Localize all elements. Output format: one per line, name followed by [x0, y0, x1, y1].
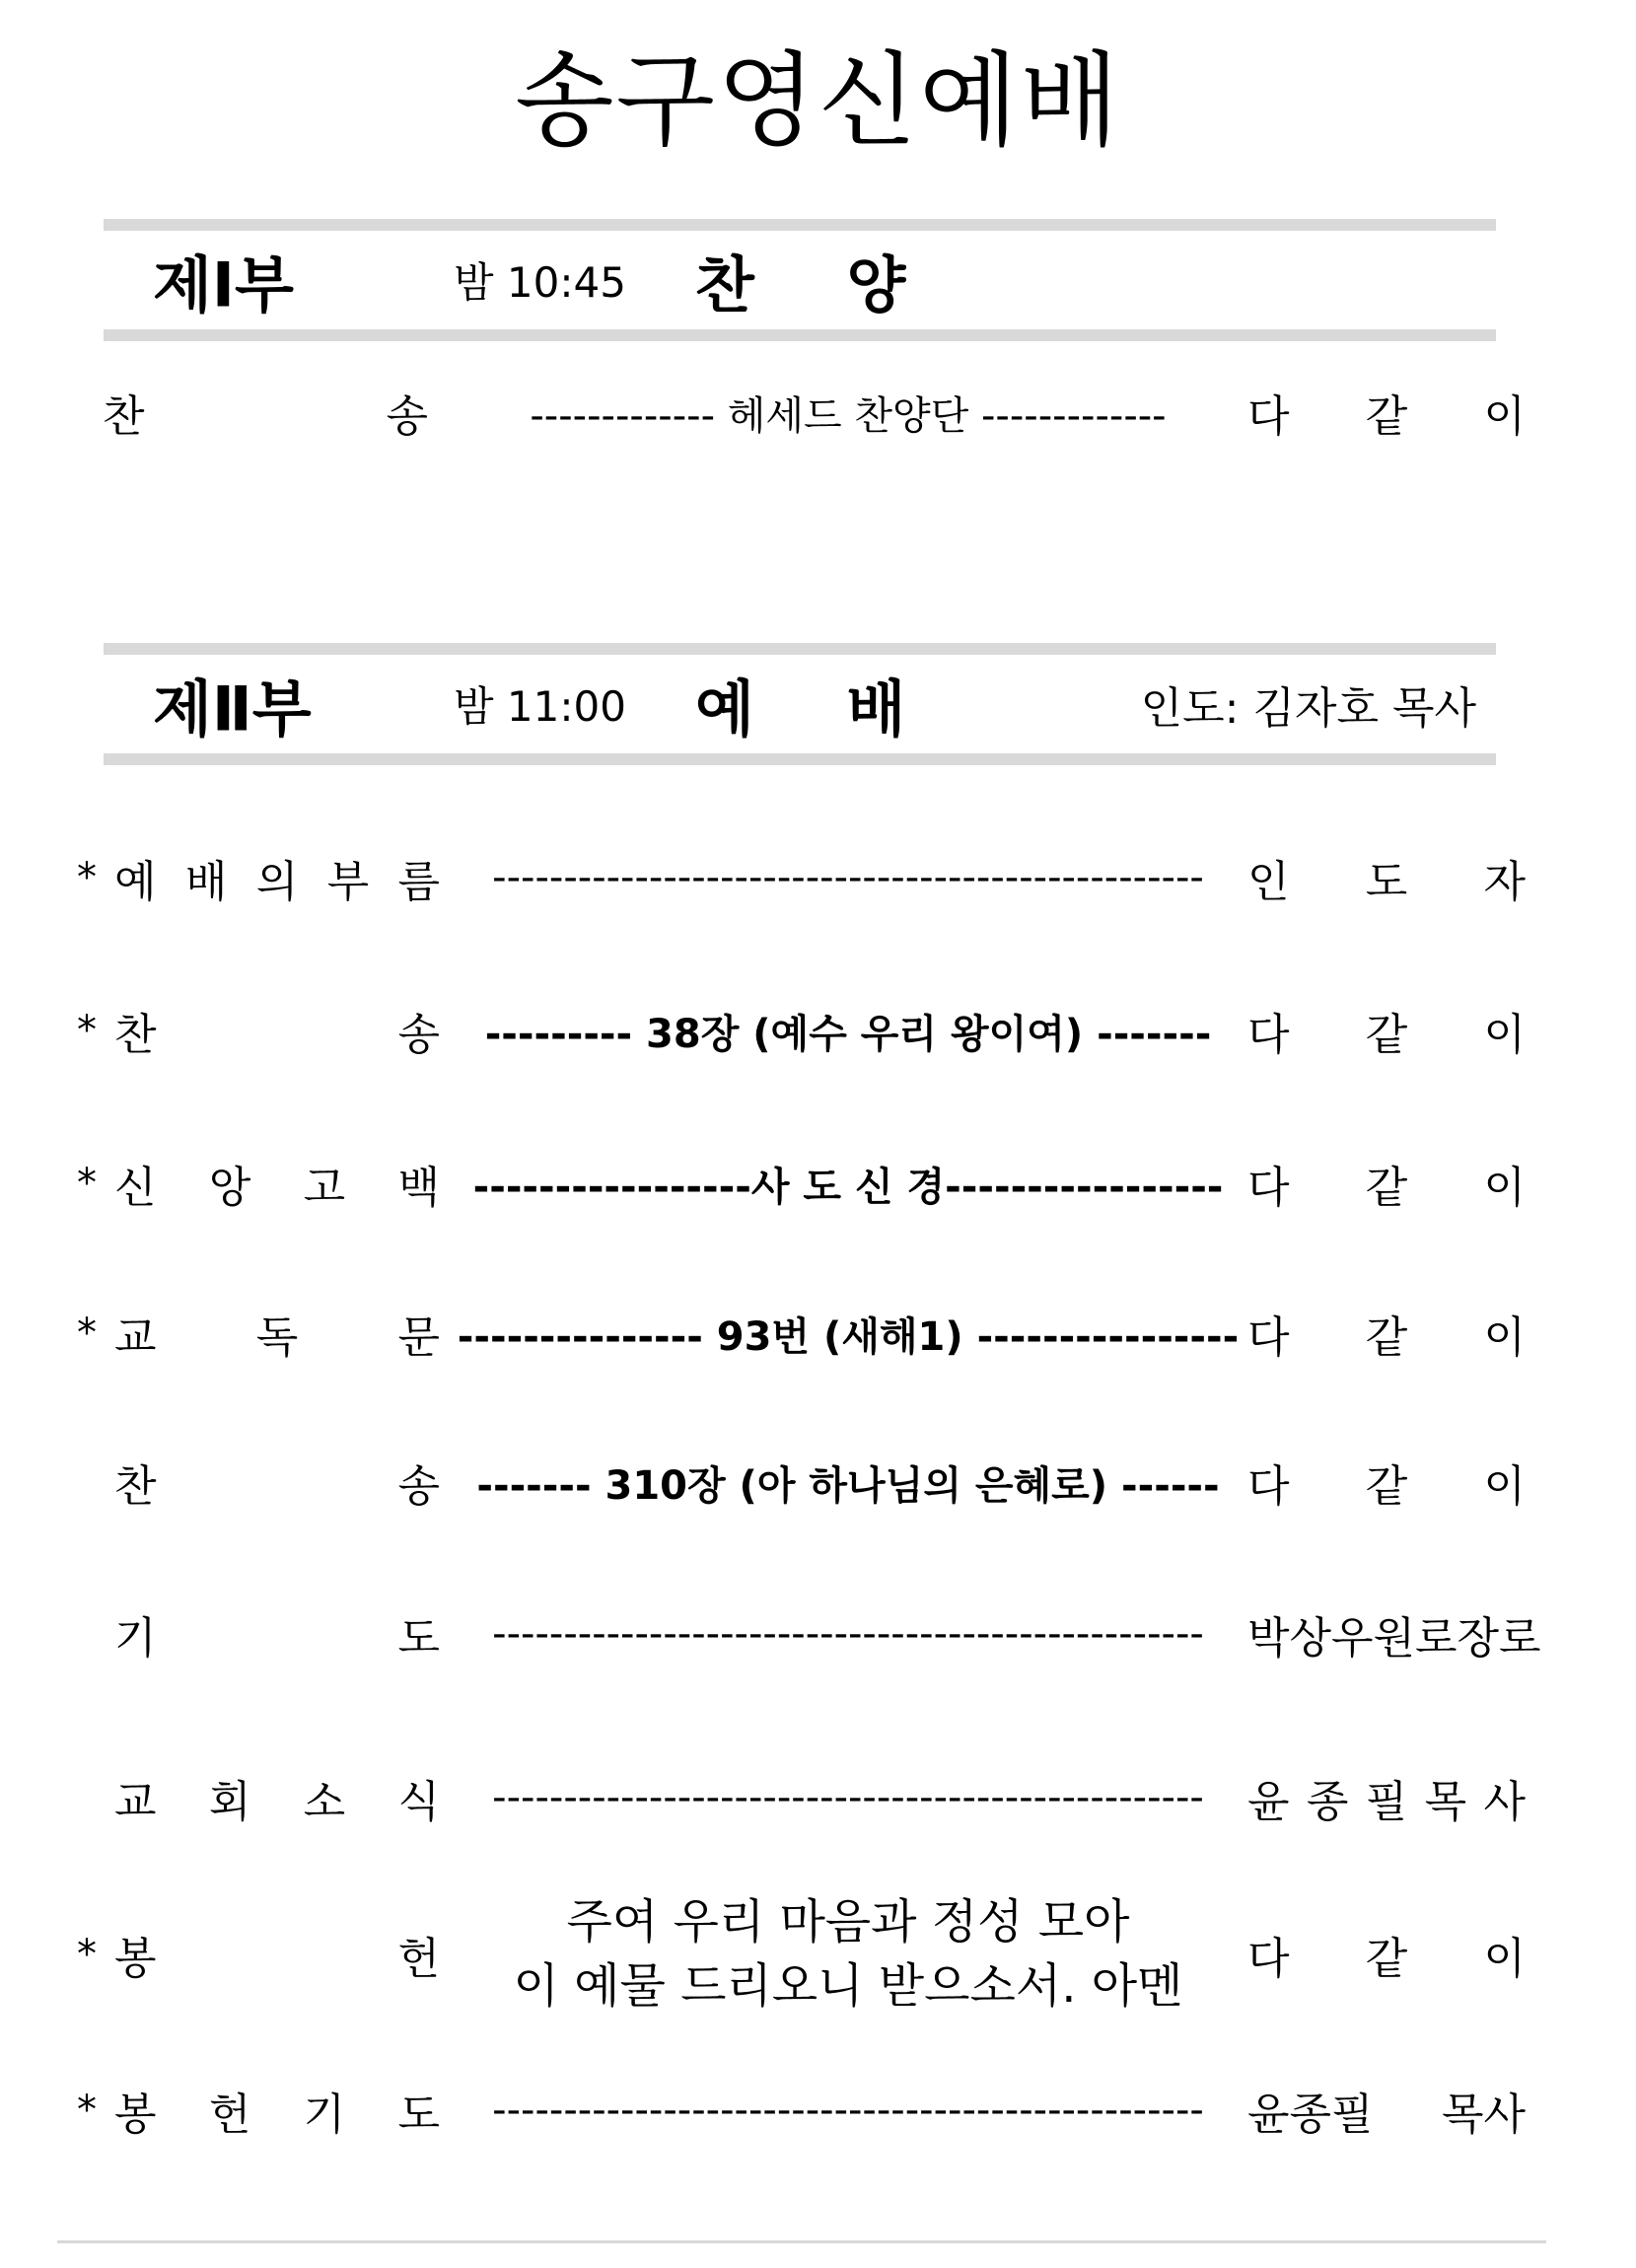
part2-time: 밤 11:00	[454, 682, 626, 731]
order-item-leader: 다 같 이	[1247, 1312, 1526, 1363]
order-item-leader: 윤 종 필 목 사	[1247, 1777, 1526, 1827]
part2-title: 예 배	[695, 673, 942, 745]
standing-mark: *	[77, 2088, 97, 2133]
order-item-name: 봉 헌	[114, 1934, 440, 1984]
order-item-name: 봉 헌 기 도	[114, 2090, 440, 2140]
part2-header	[104, 643, 1496, 765]
standing-mark: *	[77, 855, 97, 900]
order-item-name: 교 회 소 식	[114, 1777, 440, 1827]
standing-mark	[77, 1753, 107, 1842]
order-item-leader: 인 도 자	[1247, 857, 1526, 907]
standing-mark: *	[77, 1932, 97, 1977]
order-row	[0, 2066, 1636, 2155]
standing-mark	[77, 1438, 107, 1526]
order-row	[0, 1590, 1636, 1678]
offering-sentence: 주여 우리 마음과 정성 모아 이 예물 드리오니 받으소서. 아멘	[513, 1894, 1183, 2014]
order-item-detail: --------- 38장 (예수 우리 왕이여) -------	[484, 1011, 1212, 1057]
part1-label: 제Ⅰ부	[153, 248, 294, 321]
order-item-detail: --------------------------------------------------	[492, 1775, 1204, 1820]
order-item-leader: 다 같 이	[1247, 1461, 1526, 1512]
order-item-name: 교 독 문	[114, 1312, 440, 1363]
order-item-detail: --------------------------------------------------	[492, 2088, 1204, 2133]
order-item-leader: 다 같 이	[1247, 1010, 1526, 1060]
part1-title: 찬 양	[695, 248, 942, 321]
order-item-name: 예 배 의 부 름	[114, 857, 440, 907]
order-item-name: 찬 송	[103, 391, 428, 442]
standing-mark: *	[77, 1008, 97, 1053]
order-item-name: 신 앙 고 백	[114, 1163, 440, 1213]
order-item-leader: 다 같 이	[1247, 1934, 1526, 1984]
part1-time: 밤 10:45	[454, 258, 626, 307]
order-item-leader: 박상우 원로장로	[1247, 1613, 1541, 1664]
order-item-leader: 다 같 이	[1247, 391, 1526, 442]
standing-mark	[77, 1590, 107, 1678]
order-item-detail: ------------- 헤세드 찬양단 -------------	[530, 392, 1167, 439]
order-row	[0, 986, 1636, 1075]
part2-leader: 인도: 김자호 목사	[1140, 683, 1476, 734]
page-title: 송구영신예배	[515, 40, 1121, 161]
part1-header	[104, 219, 1496, 341]
order-row	[0, 1753, 1636, 1842]
standing-mark: *	[77, 1161, 97, 1206]
order-row	[0, 1438, 1636, 1526]
order-row	[0, 1289, 1636, 1378]
order-item-name: 기 도	[114, 1613, 440, 1664]
part2-label: 제Ⅱ부	[153, 673, 312, 745]
order-row	[0, 833, 1636, 922]
bottom-divider	[57, 2240, 1546, 2243]
order-item-detail: --------------------------------------------------	[492, 855, 1204, 900]
order-item-leader: 다 같 이	[1247, 1163, 1526, 1213]
order-item-name: 찬 송	[114, 1010, 440, 1060]
order-item-detail: ------- 310장 (아 하나님의 은혜로) ------	[476, 1462, 1220, 1509]
order-row	[0, 368, 1636, 457]
order-item-detail: --------------------------------------------------	[492, 1611, 1204, 1657]
order-item-detail: -----------------사 도 신 경-----------------	[472, 1164, 1224, 1210]
order-item-name: 찬 송	[114, 1461, 440, 1512]
order-item-detail: --------------- 93번 (새해1) ----------------	[457, 1313, 1240, 1360]
order-row	[0, 1139, 1636, 1228]
order-row	[0, 1895, 1636, 2014]
standing-mark: *	[77, 1311, 97, 1356]
order-item-leader: 윤종필 목사	[1247, 2090, 1526, 2140]
